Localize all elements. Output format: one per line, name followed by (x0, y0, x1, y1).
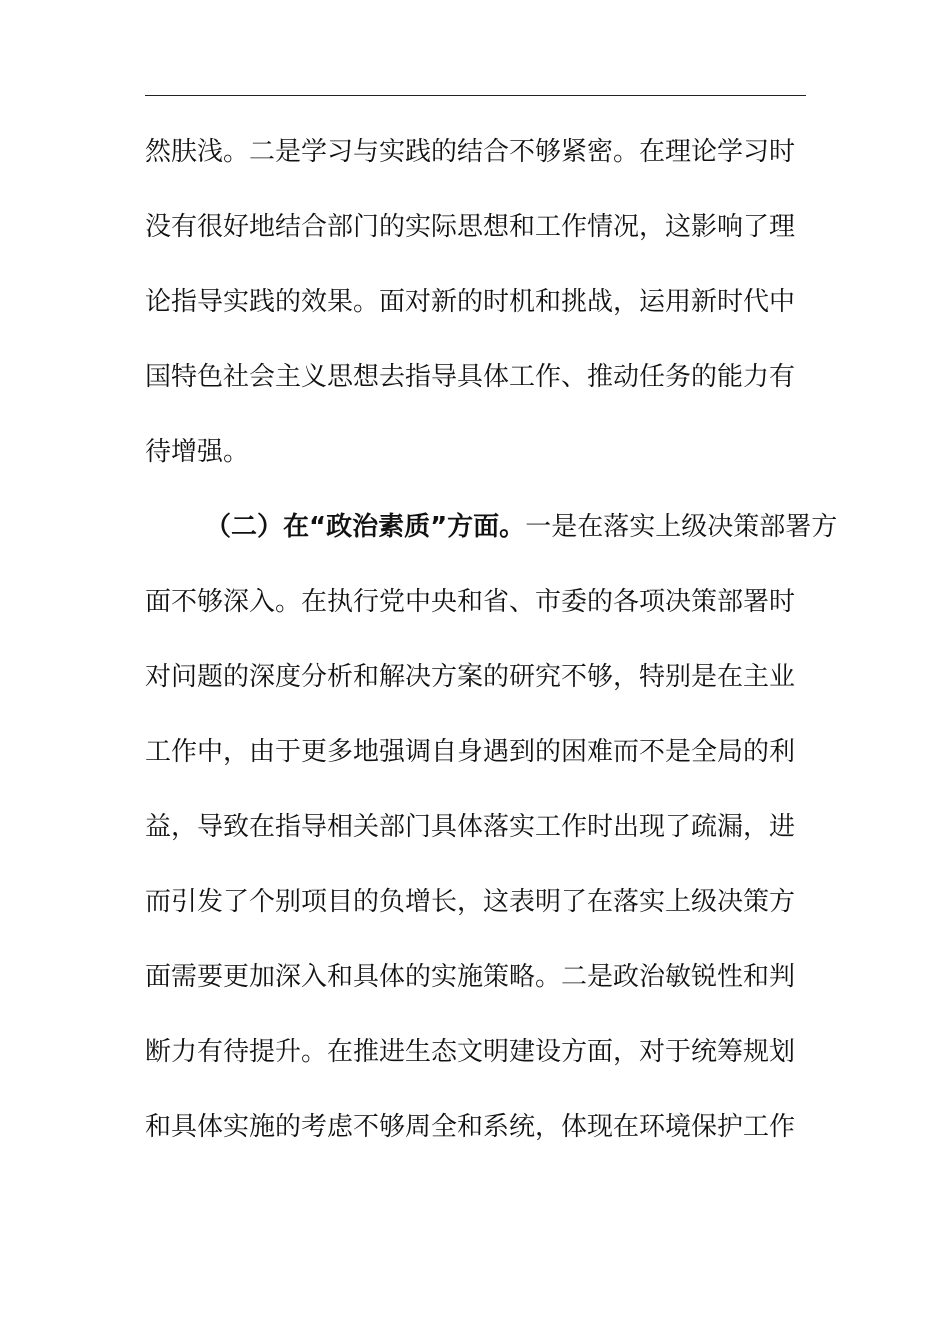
document-body (145, 130, 838, 1180)
header-rule (145, 95, 806, 96)
text-line: 和具体实施的考虑不够周全和系统，体现在环境保护工作 (145, 1112, 796, 1142)
paragraph-1 (145, 130, 806, 505)
text-line: 对问题的深度分析和解决方案的研究不够，特别是在主业 (145, 662, 796, 692)
text-line: 面需要更加深入和具体的实施策略。二是政治敏锐性和判 (145, 962, 796, 992)
text-line: 待增强。 (145, 437, 250, 467)
text-line: 益，导致在指导相关部门具体落实工作时出现了疏漏，进 (145, 812, 796, 842)
paragraph-first-line (145, 505, 838, 580)
text-line: 论指导实践的效果。面对新的时机和挑战，运用新时代中 (145, 287, 796, 317)
text-line: 面不够深入。在执行党中央和省、市委的各项决策部署时 (145, 587, 796, 617)
text-line: 没有很好地结合部门的实际思想和工作情况，这影响了理 (145, 212, 796, 242)
paragraph-2 (145, 505, 838, 1180)
text-line: 而引发了个别项目的负增长，这表明了在落实上级决策方 (145, 887, 796, 917)
section-heading: （二）在“政治素质”方面。 (205, 512, 526, 542)
text-line: 工作中，由于更多地强调自身遇到的困难而不是全局的利 (145, 737, 796, 767)
text-line: 然肤浅。二是学习与实践的结合不够紧密。在理论学习时 (145, 137, 796, 167)
text-line: 断力有待提升。在推进生态文明建设方面，对于统筹规划 (145, 1037, 796, 1067)
text-run: 一是在落实上级决策部署方 (525, 512, 838, 542)
text-line: 国特色社会主义思想去指导具体工作、推动任务的能力有 (145, 362, 796, 392)
